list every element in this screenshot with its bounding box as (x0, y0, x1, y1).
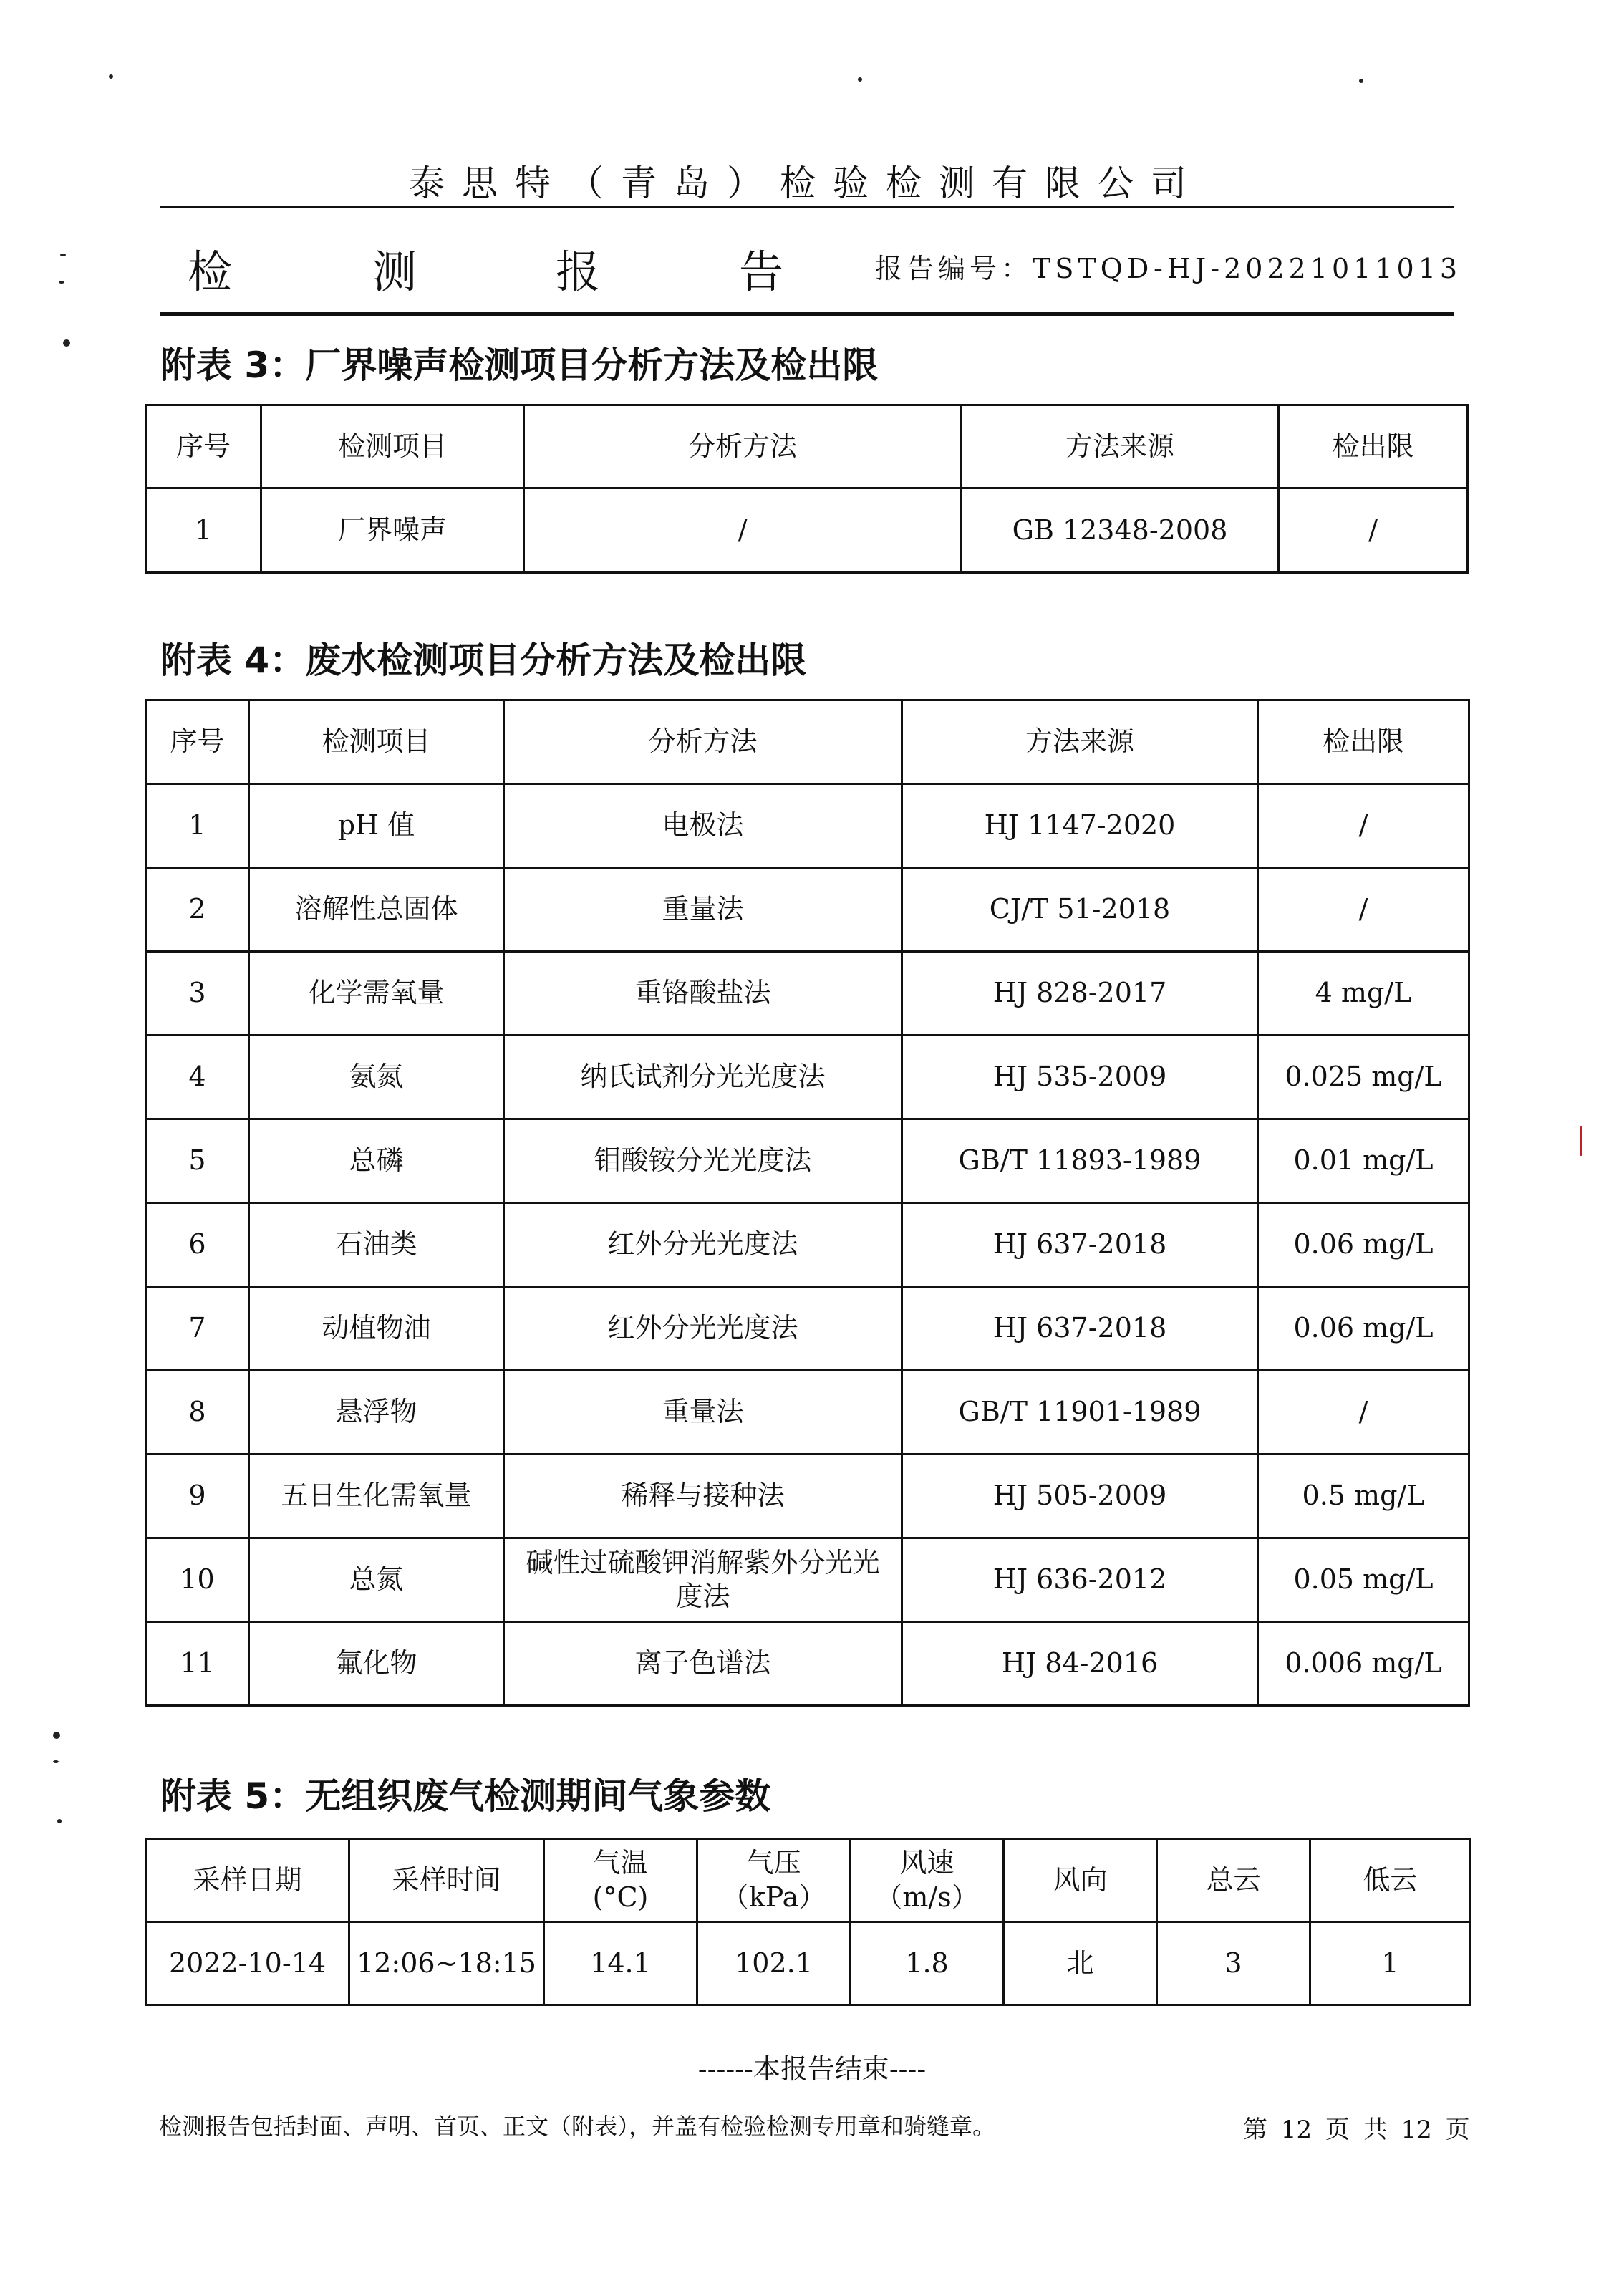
scan-speck (109, 74, 113, 79)
header-line: (°C) (592, 1881, 649, 1913)
table5-header-cell (1157, 1839, 1310, 1922)
table-cell: 红外分光光度法 (504, 1287, 902, 1371)
table-cell: HJ 637-2018 (902, 1203, 1258, 1287)
header-line: 风向 (1053, 1863, 1108, 1896)
table-row (146, 488, 1468, 573)
table-row (146, 1922, 1471, 2005)
report-title-char: 测 (372, 246, 417, 298)
scan-speck (60, 254, 66, 256)
table5-header-cell (1004, 1839, 1157, 1922)
table-cell: 重量法 (504, 868, 902, 952)
header-line: 气温 (593, 1847, 648, 1879)
table-cell: 溶解性总固体 (249, 868, 504, 952)
table-cell: 重量法 (504, 1371, 902, 1455)
table-cell: 7 (146, 1287, 249, 1371)
table-row (146, 1036, 1469, 1119)
table-cell: 总氮 (249, 1538, 504, 1622)
report-number: 报告编号：TSTQD-HJ-20221011013 (875, 253, 1462, 284)
table-cell: 3 (1157, 1922, 1310, 2005)
table-cell: 厂界噪声 (261, 488, 524, 573)
table-cell: 红外分光光度法 (504, 1203, 902, 1287)
table-cell: 氨氮 (249, 1036, 504, 1119)
red-pen-mark (1580, 1126, 1582, 1156)
table4-title: 附表 4：废水检测项目分析方法及检出限 (160, 640, 807, 681)
table-cell: 1 (1310, 1922, 1471, 2005)
table-cell: / (1279, 488, 1468, 573)
table-cell: 动植物油 (249, 1287, 504, 1371)
table-row (146, 1622, 1469, 1706)
table3-title: 附表 3：厂界噪声检测项目分析方法及检出限 (160, 344, 879, 386)
header-line: 风速 (899, 1847, 954, 1879)
table-cell: 稀释与接种法 (504, 1455, 902, 1538)
report-end-marker: ------本报告结束---- (697, 2053, 927, 2085)
table3 (145, 404, 1469, 574)
table-cell: / (1258, 784, 1469, 868)
table-cell: 石油类 (249, 1203, 504, 1287)
table-cell: HJ 84-2016 (902, 1622, 1258, 1706)
table-row (146, 1455, 1469, 1538)
table3-header-cell: 分析方法 (524, 405, 962, 488)
table-cell: 11 (146, 1622, 249, 1706)
table-cell: 10 (146, 1538, 249, 1622)
table-cell: pH 值 (249, 784, 504, 868)
table-cell: 五日生化需氧量 (249, 1455, 504, 1538)
header-rule-thin (160, 206, 1454, 208)
table3-header-cell: 检测项目 (261, 405, 524, 488)
table-cell: GB/T 11901-1989 (902, 1371, 1258, 1455)
table-cell: GB 12348-2008 (962, 488, 1279, 573)
table-cell: 0.5 mg/L (1258, 1455, 1469, 1538)
table-cell: 氟化物 (249, 1622, 504, 1706)
table4-header-cell: 检测项目 (249, 700, 504, 784)
header-line: 采样时间 (392, 1863, 501, 1896)
table-cell: 4 (146, 1036, 249, 1119)
table-cell: 6 (146, 1203, 249, 1287)
table-row (146, 784, 1469, 868)
table4-header-cell: 分析方法 (504, 700, 902, 784)
table-cell: 9 (146, 1455, 249, 1538)
table-cell: 102.1 (697, 1922, 851, 2005)
header-line: （kPa） (721, 1881, 826, 1913)
header-line: 总云 (1206, 1863, 1261, 1896)
table-cell: / (1258, 868, 1469, 952)
scan-speck (53, 1732, 60, 1739)
table-cell: 离子色谱法 (504, 1622, 902, 1706)
table3-header-row (146, 405, 1468, 488)
table-cell: 4 mg/L (1258, 952, 1469, 1036)
table-cell: 0.06 mg/L (1258, 1203, 1469, 1287)
header-line: 低云 (1363, 1863, 1418, 1896)
table-cell: 2 (146, 868, 249, 952)
scan-speck (59, 281, 64, 284)
table-row (146, 1119, 1469, 1203)
table-cell: 8 (146, 1371, 249, 1455)
scan-speck (63, 339, 70, 347)
table-row (146, 868, 1469, 952)
table5-title: 附表 5：无组织废气检测期间气象参数 (160, 1775, 771, 1817)
table5-header-cell (1310, 1839, 1471, 1922)
table-cell: 纳氏试剂分光光度法 (504, 1036, 902, 1119)
table-cell: 0.025 mg/L (1258, 1036, 1469, 1119)
table4-header-cell: 方法来源 (902, 700, 1258, 784)
table-cell: / (1258, 1371, 1469, 1455)
table5-header-cell (851, 1839, 1004, 1922)
table-cell: 1.8 (851, 1922, 1004, 2005)
table-cell: 0.01 mg/L (1258, 1119, 1469, 1203)
table-cell: 0.006 mg/L (1258, 1622, 1469, 1706)
table4-header-cell: 检出限 (1258, 700, 1469, 784)
company-name: 泰思特（青岛）检验检测有限公司 (409, 163, 1204, 204)
table-row (146, 952, 1469, 1036)
table-cell: 碱性过硫酸钾消解紫外分光光度法 (504, 1538, 902, 1622)
page-number: 第 12 页 共 12 页 (1243, 2116, 1470, 2144)
table4 (145, 699, 1470, 1707)
table-row (146, 1538, 1469, 1622)
header-line: （m/s） (875, 1881, 979, 1913)
table-cell: 14.1 (544, 1922, 697, 2005)
table-row (146, 1203, 1469, 1287)
table-cell: GB/T 11893-1989 (902, 1119, 1258, 1203)
footnote: 检测报告包括封面、声明、首页、正文（附表），并盖有检验检测专用章和骑缝章。 (159, 2113, 996, 2140)
table-cell: 悬浮物 (249, 1371, 504, 1455)
table-row (146, 1371, 1469, 1455)
table-cell: HJ 535-2009 (902, 1036, 1258, 1119)
table3-header-cell: 序号 (146, 405, 261, 488)
table3-header-cell: 检出限 (1279, 405, 1468, 488)
table5 (145, 1838, 1471, 2006)
table-cell: 1 (146, 488, 261, 573)
report-title-char: 告 (739, 246, 784, 298)
table-cell: HJ 636-2012 (902, 1538, 1258, 1622)
table-cell: / (524, 488, 962, 573)
table5-header-cell (697, 1839, 851, 1922)
report-title-char: 报 (556, 246, 601, 298)
table4-header-cell: 序号 (146, 700, 249, 784)
scan-speck (858, 77, 862, 82)
table5-header-cell (146, 1839, 349, 1922)
table-cell: 0.06 mg/L (1258, 1287, 1469, 1371)
scan-speck (57, 1819, 62, 1823)
table-cell: HJ 637-2018 (902, 1287, 1258, 1371)
table5-header-cell (349, 1839, 544, 1922)
table-cell: 3 (146, 952, 249, 1036)
table-cell: 总磷 (249, 1119, 504, 1203)
table-cell: 重铬酸盐法 (504, 952, 902, 1036)
table-cell: 2022-10-14 (146, 1922, 349, 2005)
header-rule-thick (160, 312, 1454, 316)
table-cell: 0.05 mg/L (1258, 1538, 1469, 1622)
table3-header-cell: 方法来源 (962, 405, 1279, 488)
table-cell: 电极法 (504, 784, 902, 868)
header-line: 气压 (746, 1847, 801, 1879)
table-cell: 北 (1004, 1922, 1157, 2005)
table5-header-row (146, 1839, 1471, 1922)
table-cell: HJ 828-2017 (902, 952, 1258, 1036)
table-cell: HJ 505-2009 (902, 1455, 1258, 1538)
scan-speck (1359, 79, 1363, 83)
table-cell: 化学需氧量 (249, 952, 504, 1036)
table-cell: CJ/T 51-2018 (902, 868, 1258, 952)
table4-header-row (146, 700, 1469, 784)
report-title-char: 检 (188, 246, 233, 298)
table5-header-cell (544, 1839, 697, 1922)
scan-speck (53, 1760, 59, 1763)
table-row (146, 1287, 1469, 1371)
table-cell: 5 (146, 1119, 249, 1203)
header-line: 采样日期 (193, 1863, 302, 1896)
table-cell: 钼酸铵分光光度法 (504, 1119, 902, 1203)
table-cell: HJ 1147-2020 (902, 784, 1258, 868)
table-cell: 1 (146, 784, 249, 868)
table-cell: 12:06~18:15 (349, 1922, 544, 2005)
